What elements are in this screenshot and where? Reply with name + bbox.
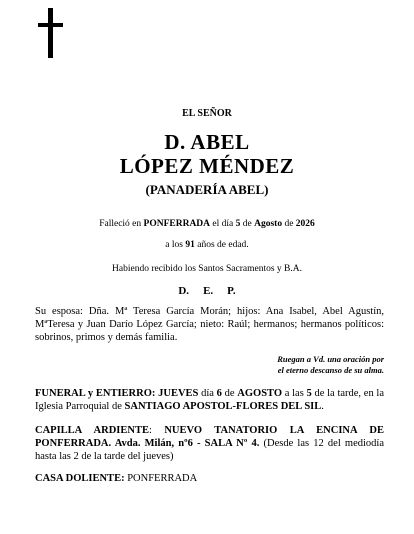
sacraments-notice: Habiendo recibido los Santos Sacramentos y B.A. [112,264,302,274]
death-notice: Falleció en PONFERRADA el día 5 de Agosto de 2026 [99,219,315,229]
funeral-label: FUNERAL y ENTIERRO: JUEVES [35,388,199,399]
death-year: 2026 [295,219,315,229]
chapel-paragraph: CAPILLA ARDIENTE: NUEVO TANATORIO LA ENCINA DE PONFERRADA. Avda. Milán, nº6 - SALA Nº 4. (Desde las 12 del mediodía hasta las 2 de la tarde del jueves) [35,425,385,462]
death-place: PONFERRADA [143,219,211,229]
funeral-paragraph: FUNERAL y ENTIERRO: JUEVES día 6 de AGOSTO a las 5 de la tarde, en la Iglesia Parroquial de SANTIAGO APOSTOL-FLORES DEL SIL. [35,388,384,412]
house-paragraph [35,472,384,485]
prayer-request: Ruegan a Vd. una oración por el eterno descanso de su alma. [277,354,384,375]
house-label: CASA DOLIENTE: [35,473,125,484]
deceased-alias: (PANADERÍA ABEL) [145,182,269,197]
age-years: 91 [185,240,195,250]
cross-icon [36,8,66,58]
chapel-label: CAPILLA ARDIENTE [35,425,149,436]
family-paragraph: Su esposa: Dña. Mª Teresa García Morán; hijos: Ana Isabel, Abel Agustín, MªTeresa y Juan Darío López García; nieto: Raúl; hermanos; hermanos políticos: sobrinos, primos y demás familia. [35,306,384,343]
title-prefix: EL SEÑOR [182,108,232,119]
death-day: 5 [235,219,241,229]
age-notice: a los 91 años de edad. [165,240,249,250]
dep-abbreviation: D. E. P. [178,285,236,297]
deceased-name-line2: LÓPEZ MÉNDEZ [119,154,295,178]
chapel-location: NUEVO TANATORIO LA ENCINA DE PONFERRADA. Avda. Milán, nº6 - SALA Nº 4. [35,425,385,449]
church-name: SANTIAGO APOSTOL-FLORES DEL SIL [124,401,322,412]
house-value: PONFERRADA [124,473,198,484]
deceased-name-line1: D. ABEL [164,130,250,154]
death-month: Agosto [254,219,283,229]
